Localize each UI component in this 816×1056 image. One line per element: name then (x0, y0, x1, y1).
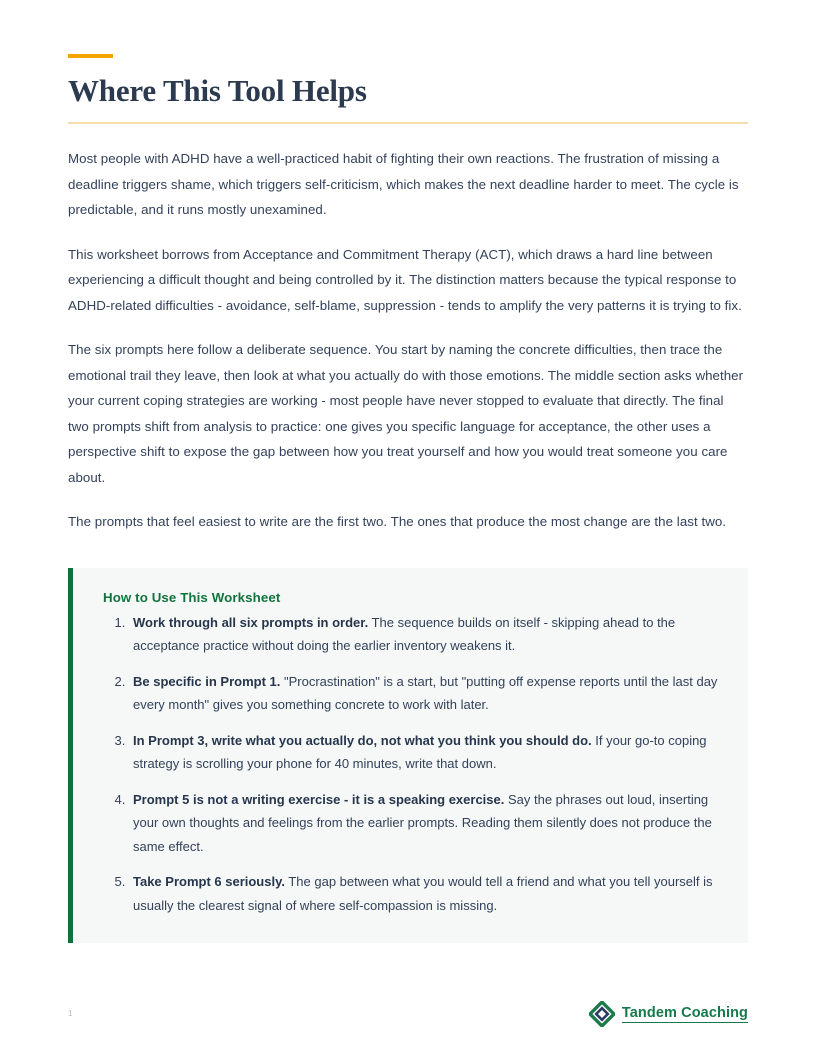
list-item-lead: Work through all six prompts in order. (133, 614, 369, 630)
list-item-rest: If your go-to coping strategy is scrolling your phone for 40 minutes, write that down. (133, 732, 707, 772)
intro-paragraph-2: This worksheet borrows from Acceptance and Commitment Therapy (ACT), which draws a hard line between experiencing a difficult thought and being controlled by it. The distinction matters because the typical response to ADHD-related difficulties - avoidance, self-blame, suppression - tends to amplify the very patterns it is trying to fix. (68, 246, 742, 313)
list-item-lead: Be specific in Prompt 1. (133, 673, 281, 689)
intro-paragraph-4: The prompts that feel easiest to write are the first two. The ones that produce the most change are the last two. (68, 514, 727, 530)
page-footer (0, 995, 816, 1041)
list-item (129, 670, 722, 717)
how-to-use-callout (68, 568, 748, 944)
list-item-rest: Say the phrases out loud, inserting your own thoughts and feelings from the earlier prompts. Reading them silently does not produce the same effect. (133, 791, 712, 854)
brand-logo (589, 1001, 748, 1027)
list-item-lead: Take Prompt 6 seriously. (133, 874, 285, 890)
page-content (68, 0, 748, 943)
tandem-diamond-logo-icon (589, 1001, 615, 1027)
page-title: Where This Tool Helps (68, 73, 367, 108)
list-item-lead: Prompt 5 is not a writing exercise - it is a speaking exercise. (133, 791, 505, 807)
list-item (129, 788, 722, 859)
intro-paragraph-3: The six prompts here follow a deliberate sequence. You start by naming the concrete difficulties, then trace the emotional trail they leave, then look at what you actually do with those emotions. The middle section asks whether your current coping strategies are working - most people have never stopped to evaluate that directly. The final two prompts shift from analysis to practice: one gives you specific language for acceptance, the other uses a perspective shift to expose the gap between how you treat yourself and how you would treat someone you care about. (68, 342, 744, 485)
list-item-rest: "Procrastination" is a start, but "putting off expense reports until the last day every month" gives you something concrete to work with later. (133, 673, 718, 713)
page-number: 1 (68, 1009, 73, 1018)
list-item-rest: The sequence builds on itself - skipping ahead to the acceptance practice without doing the earlier inventory weakens it. (133, 614, 676, 654)
list-item (129, 870, 722, 917)
title-accent-bar (68, 54, 113, 58)
callout-title: How to Use This Worksheet (103, 589, 281, 605)
intro-paragraph-1: Most people with ADHD have a well-practiced habit of fighting their own reactions. The frustration of missing a deadline triggers shame, which triggers self-criticism, which makes the next deadline harder to meet. The cycle is predictable, and it runs mostly unexamined. (68, 151, 739, 218)
list-item (129, 611, 722, 658)
list-item-lead: In Prompt 3, write what you actually do, not what you think you should do. (133, 732, 592, 748)
brand-name: Tandem Coaching (622, 1005, 748, 1024)
list-item (129, 729, 722, 776)
callout-instruction-list (103, 611, 722, 918)
list-item-rest: The gap between what you would tell a friend and what you tell yourself is usually the clearest signal of where self-compassion is missing. (133, 874, 713, 913)
